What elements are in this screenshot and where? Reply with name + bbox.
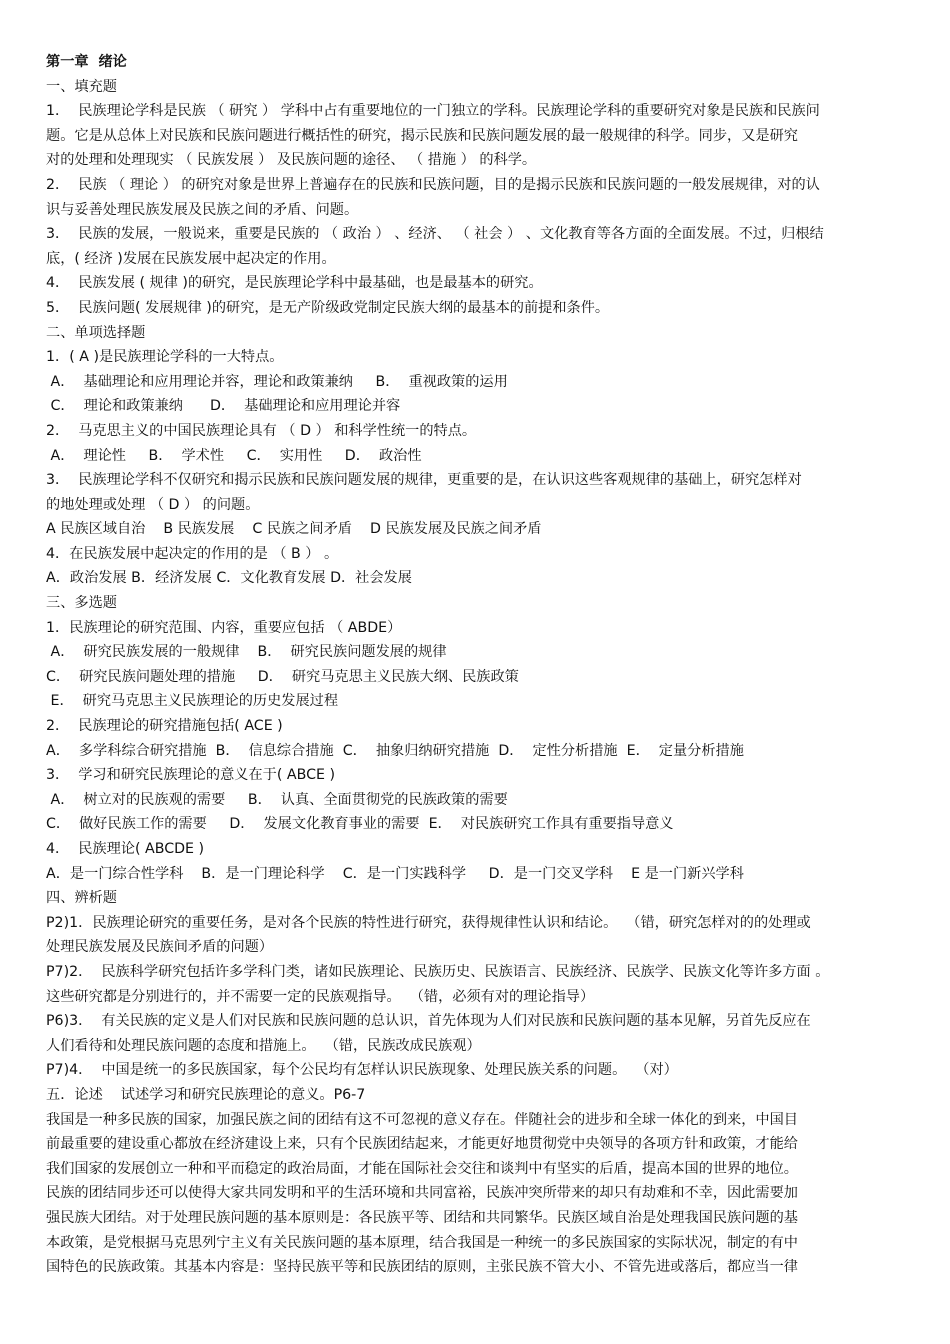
text-line: 4．在民族发展中起决定的作用的是 （ B ） 。 — [46, 545, 339, 562]
text-line: E． 研究马克思主义民族理论的历史发展过程 — [46, 693, 339, 710]
text-line: A． 理论性 B． 学术性 C． 实用性 D． 政治性 — [46, 447, 422, 464]
text-line: A． 研究民族发展的一般规律 B． 研究民族问题发展的规律 — [46, 644, 447, 661]
text-line: 3． 民族的发展，一般说来，重要是民族的 （ 政治 ） 、经济、 （ 社会 ） 、文化教育等各方面的全面发展。不过，归根结 — [46, 226, 824, 243]
text-line: 民族的团结同步还可以使得大家共同发明和平的生活环境和共同富裕，民族冲突所带来的却只有劫难和不幸，因此需要加 — [46, 1185, 798, 1202]
text-line: 识与妥善处理民族发展及民族之间的矛盾、问题。 — [46, 201, 359, 218]
text-line: A．是一门综合性学科 B．是一门理论科学 C．是一门实践科学 D．是一门交叉学科 E 是一门新兴学科 — [46, 865, 744, 882]
text-line: A．政治发展 B．经济发展 C．文化教育发展 D．社会发展 — [46, 570, 412, 587]
text-line: 2． 民族 （ 理论 ） 的研究对象是世界上普遍存在的民族和民族问题，目的是揭示民族和民族问题的一般发展规律，对的认 — [46, 176, 820, 193]
text-line: 三、多选题 — [46, 595, 117, 612]
text-line: 4． 民族发展 ( 规律 )的研究，是民族理论学科中最基础，也是最基本的研究。 — [46, 275, 543, 292]
text-line: 题。它是从总体上对民族和民族问题进行概括性的研究，揭示民族和民族问题发展的最一般规律的科学。同步，又是研究 — [46, 127, 798, 144]
text-line: 底，( 经济 )发展在民族发展中起决定的作用。 — [46, 250, 336, 267]
text-line: 3． 学习和研究民族理论的意义在于( ABCE ) — [46, 767, 336, 784]
text-line: 的地处理或处理 （ D ） 的问题。 — [46, 496, 260, 513]
text-line: 2． 民族理论的研究措施包括( ACE ) — [46, 718, 283, 735]
text-line: P7)4． 中国是统一的多民族国家，每个公民均有怎样认识民族现象、处理民族关系的问题。 （对） — [46, 1062, 678, 1079]
text-line: 我国是一种多民族的国家，加强民族之间的团结有这不可忽视的意义存在。伴随社会的进步和全球一体化的到来，中国目 — [46, 1111, 798, 1128]
text-line: C． 研究民族问题处理的措施 D． 研究马克思主义民族大纲、民族政策 — [46, 668, 519, 685]
chapter-title: 第一章 绪论 — [46, 54, 127, 70]
text-line: 4． 民族理论( ABCDE ) — [46, 841, 205, 857]
text-line: 人们看待和处理民族问题的态度和措施上。 （错，民族改成民族观） — [46, 1037, 481, 1054]
text-line: 3． 民族理论学科不仅研究和揭示民族和民族问题发展的规律，更重要的是，在认识这些客观规律的基础上，研究怎样对 — [46, 472, 802, 489]
text-line: 1．( A )是民族理论学科的一大特点。 — [46, 349, 284, 366]
text-line: 1．民族理论的研究范围、内容，重要应包括 （ ABDE） — [46, 619, 402, 636]
text-line: P7)2． 民族科学研究包括许多学科门类，诸如民族理论、民族历史、民族语言、民族经济、民族学、民族文化等许多方面 。 — [46, 963, 830, 980]
text-line: 我们国家的发展创立一种和平而稳定的政治局面，才能在国际社会交往和谈判中有坚实的后盾，提高本国的世界的地位。 — [46, 1160, 798, 1177]
text-line: 四、辨析题 — [46, 890, 117, 907]
text-line: 国特色的民族政策。其基本内容是：坚持民族平等和民族团结的原则，主张民族不管大小、不管先进或落后，都应当一律 — [46, 1259, 798, 1276]
text-line: 处理民族发展及民族间矛盾的问题） — [46, 939, 274, 956]
text-line: 1． 民族理论学科是民族 （ 研究 ） 学科中占有重要地位的一门独立的学科。民族理论学科的重要研究对象是民族和民族问 — [46, 103, 820, 120]
text-line: A． 基础理论和应用理论并容，理论和政策兼纳 B． 重视政策的运用 — [46, 373, 508, 390]
text-line: A． 树立对的民族观的需要 B． 认真、全面贯彻党的民族政策的需要 — [46, 791, 508, 808]
text-line: C． 理论和政策兼纳 D． 基础理论和应用理论并容 — [46, 398, 401, 415]
text-line: 五．论述 试述学习和研究民族理论的意义。P6-7 — [46, 1086, 366, 1103]
text-line: 5． 民族问题( 发展规律 )的研究，是无产阶级政党制定民族大纲的最基本的前提和条件。 — [46, 299, 610, 316]
text-line: 2． 马克思主义的中国民族理论具有 （ D ） 和科学性统一的特点。 — [46, 422, 477, 439]
document-body — [46, 75, 910, 1280]
text-line: 一、填充题 — [46, 78, 117, 95]
text-line: 本政策，是党根据马克思列宁主义有关民族问题的基本原理，结合我国是一种统一的多民族国家的实际状况，制定的有中 — [46, 1234, 798, 1251]
text-line: 这些研究都是分别进行的，并不需要一定的民族观指导。 （错，必须有对的理论指导） — [46, 988, 595, 1005]
text-line: P6)3． 有关民族的定义是人们对民族和民族问题的总认识，首先体现为人们对民族和民族问题的基本见解，另首先反应在 — [46, 1013, 811, 1030]
text-line: P2)1．民族理论研究的重要任务，是对各个民族的特性进行研究，获得规律性认识和结论。 （错，研究怎样对的的处理或 — [46, 914, 811, 931]
text-line: 二、单项选择题 — [46, 324, 146, 341]
text-line: C． 做好民族工作的需要 D． 发展文化教育事业的需要 E． 对民族研究工作具有重要指导意义 — [46, 816, 674, 833]
text-line: 前最重要的建设重心都放在经济建设上来，只有个民族团结起来，才能更好地贯彻党中央领导的各项方针和政策，才能给 — [46, 1136, 798, 1153]
text-line: A． 多学科综合研究措施 B． 信息综合措施 C． 抽象归纳研究措施 D． 定性分析措施 E． 定量分析措施 — [46, 742, 744, 759]
text-line: 对的处理和处理现实 （ 民族发展 ） 及民族问题的途径、 （ 措施 ） 的科学。 — [46, 152, 537, 169]
text-line: A 民族区域自治 B 民族发展 C 民族之间矛盾 D 民族发展及民族之间矛盾 — [46, 521, 542, 538]
text-line: 强民族大团结。对于处理民族问题的基本原则是：各民族平等、团结和共同繁华。民族区域自治是处理我国民族问题的基 — [46, 1209, 798, 1226]
